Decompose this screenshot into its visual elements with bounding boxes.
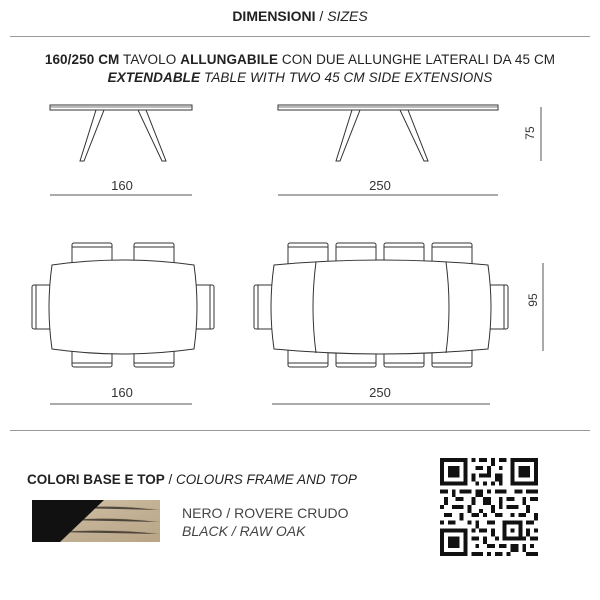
- desc-text-1: TAVOLO: [119, 52, 181, 67]
- colours-title-bold: COLORI BASE E TOP: [27, 472, 165, 487]
- desc-text-2: CON DUE ALLUNGHE LATERALI DA 45 CM: [278, 52, 556, 67]
- page-title: [0, 8, 600, 24]
- colour-swatch: [32, 500, 160, 542]
- dimension-label-depth: 95: [526, 293, 540, 307]
- divider-middle: [10, 430, 590, 431]
- side-view-closed: [50, 105, 192, 161]
- desc-extendable: ALLUNGABILE: [180, 52, 279, 67]
- swatch-label-english: BLACK / RAW OAK: [182, 523, 306, 539]
- qr-code[interactable]: [440, 458, 538, 556]
- divider-top: [10, 36, 590, 37]
- table-top-closed: [49, 260, 197, 354]
- swatch-label-italian: NERO / ROVERE CRUDO: [182, 505, 349, 521]
- dimension-label-side-open: 250: [369, 178, 391, 193]
- colours-title: [27, 472, 357, 487]
- title-bold: DIMENSIONI: [232, 8, 316, 24]
- table-top-open: [271, 260, 491, 354]
- description-italian: [0, 52, 600, 67]
- title-italic: SIZES: [327, 8, 368, 24]
- title-separator: /: [315, 8, 328, 24]
- colours-title-italic: COLOURS FRAME AND TOP: [176, 472, 357, 487]
- description-english: [0, 70, 600, 85]
- side-view-open: [278, 105, 498, 161]
- side-elevation-drawing: [0, 95, 600, 210]
- desc-en-text: TABLE WITH TWO 45 CM SIDE EXTENSIONS: [200, 70, 493, 85]
- dimension-label-side-closed: 160: [111, 178, 133, 193]
- dimension-label-top-open: 250: [369, 385, 391, 400]
- dimension-label-top-closed: 160: [111, 385, 133, 400]
- colours-title-separator: /: [164, 472, 177, 487]
- desc-en-bold: EXTENDABLE: [107, 70, 201, 85]
- swatch-label: [182, 504, 348, 540]
- dimension-label-height: 75: [523, 126, 537, 140]
- top-view-drawing: [0, 235, 600, 410]
- desc-size: 160/250 CM: [44, 52, 120, 67]
